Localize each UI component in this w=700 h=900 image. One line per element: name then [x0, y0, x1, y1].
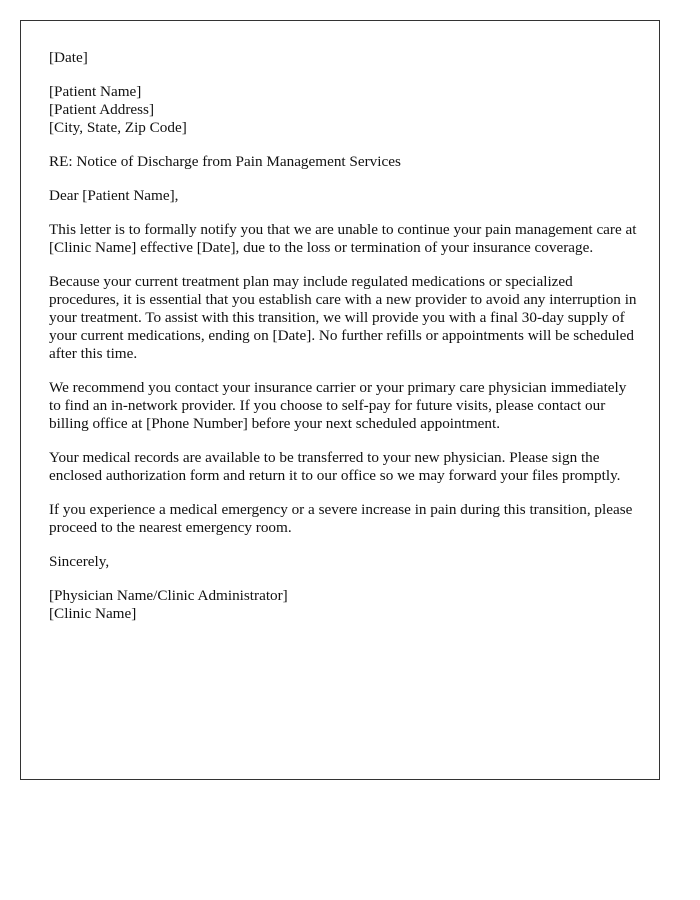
signature-clinic: [Clinic Name]: [49, 605, 137, 622]
letter-body: [49, 49, 639, 639]
paragraph-emergency: If you experience a medical emergency or a severe increase in pain during this transition, please proceed to the nearest emergency room.: [49, 501, 633, 536]
letter-page: [20, 20, 660, 780]
paragraph-notice: This letter is to formally notify you that we are unable to continue your pain management care at [Clinic Name] effective [Date], due to the loss or termination of your insurance coverage.: [49, 221, 637, 256]
closing: Sincerely,: [49, 553, 110, 570]
recipient-city-state-zip: [City, State, Zip Code]: [49, 119, 187, 136]
recipient-address: [Patient Address]: [49, 101, 155, 118]
subject-line: RE: Notice of Discharge from Pain Management Services: [49, 153, 401, 170]
salutation: Dear [Patient Name],: [49, 187, 179, 204]
recipient-block: [49, 83, 639, 137]
signature-block: [49, 587, 639, 623]
recipient-name: [Patient Name]: [49, 83, 142, 100]
letter-date: [Date]: [49, 49, 88, 66]
paragraph-transition: Because your current treatment plan may include regulated medications or specialized procedures, it is essential that you establish care with a new provider to avoid any interruption in your treatment. To assist with this transition, we will provide you with a final 30-day supply of your current medications, ending on [Date]. No further refills or appointments will be scheduled after this time.: [49, 273, 637, 362]
signature-name: [Physician Name/Clinic Administrator]: [49, 587, 288, 604]
paragraph-recommendation: We recommend you contact your insurance carrier or your primary care physician immediately to find an in-network provider. If you choose to self-pay for future visits, please contact our billing office at [Phone Number] before your next scheduled appointment.: [49, 379, 627, 432]
paragraph-records: Your medical records are available to be transferred to your new physician. Please sign the enclosed authorization form and return it to our office so we may forward your files promptly.: [49, 449, 621, 484]
